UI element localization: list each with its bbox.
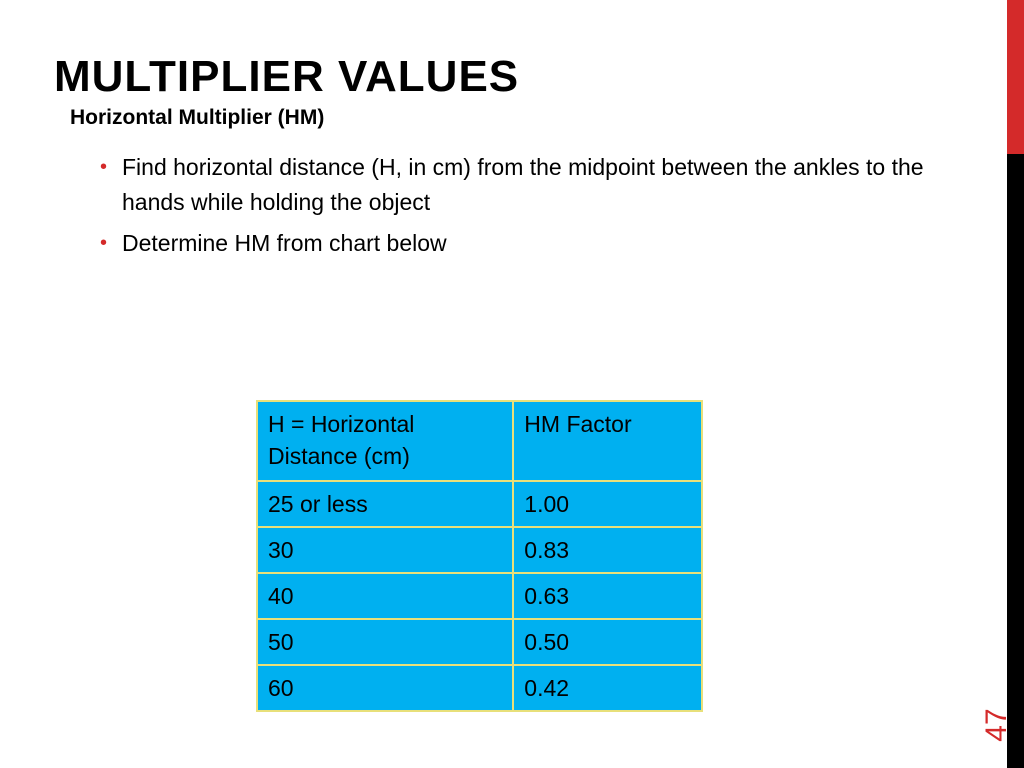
table-cell: 0.50 <box>513 619 702 665</box>
table-header-cell: HM Factor <box>513 401 702 481</box>
table-cell: 25 or less <box>257 481 513 527</box>
table-header-row <box>257 401 702 481</box>
table-cell: 30 <box>257 527 513 573</box>
accent-bar-black <box>1007 154 1024 768</box>
table-cell: 40 <box>257 573 513 619</box>
slide-title: MULTIPLIER VALUES <box>54 52 520 101</box>
table-header-cell: H = Horizontal Distance (cm) <box>257 401 513 481</box>
table-cell: 0.83 <box>513 527 702 573</box>
table-row <box>257 573 702 619</box>
accent-bar-red <box>1007 0 1024 154</box>
table-cell: 0.63 <box>513 573 702 619</box>
slide-subtitle: Horizontal Multiplier (HM) <box>70 106 325 129</box>
table-row <box>257 619 702 665</box>
bullet-text: Determine HM from chart below <box>122 230 447 256</box>
table-cell: 50 <box>257 619 513 665</box>
table-cell: 60 <box>257 665 513 711</box>
hm-factor-table <box>256 400 703 712</box>
bullet-dot-icon: • <box>100 156 108 178</box>
bullet-text: Find horizontal distance (H, in cm) from the midpoint between the ankles to the hands while holding the object <box>122 154 924 215</box>
bullet-list <box>98 150 958 267</box>
page-number: 47 <box>980 708 1013 742</box>
table-cell: 0.42 <box>513 665 702 711</box>
table-row <box>257 481 702 527</box>
bullet-dot-icon: • <box>100 232 108 254</box>
table-row <box>257 665 702 711</box>
table-cell: 1.00 <box>513 481 702 527</box>
table-row <box>257 527 702 573</box>
bullet-item <box>98 150 958 220</box>
bullet-item <box>98 226 958 261</box>
